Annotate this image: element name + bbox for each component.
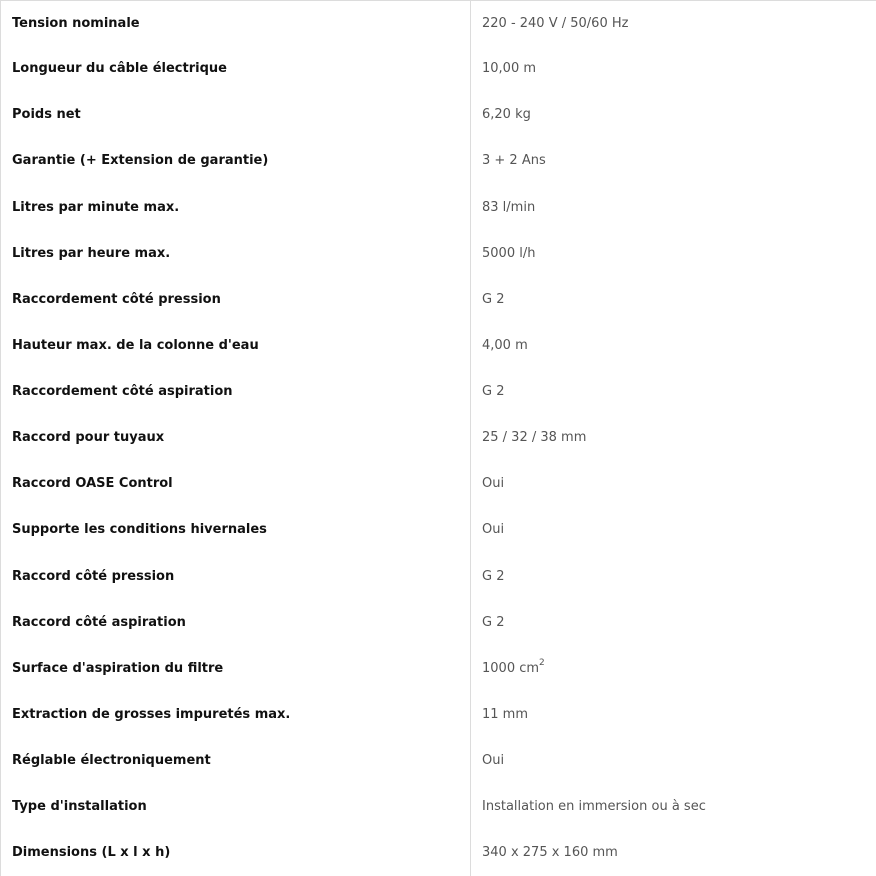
table-row bbox=[1, 276, 876, 322]
table-row bbox=[1, 691, 876, 737]
spec-label: Raccord OASE Control bbox=[1, 461, 471, 507]
spec-value: G 2 bbox=[482, 384, 505, 400]
table-row bbox=[1, 1, 876, 46]
table-row bbox=[1, 553, 876, 599]
table-row bbox=[1, 738, 876, 784]
table-row bbox=[1, 645, 876, 691]
spec-value: 5000 l/h bbox=[482, 245, 536, 261]
spec-label: Raccord côté aspiration bbox=[1, 599, 471, 645]
spec-label: Longueur du câble électrique bbox=[1, 46, 471, 92]
spec-label: Litres par heure max. bbox=[1, 230, 471, 276]
spec-value: 3 + 2 Ans bbox=[482, 153, 546, 169]
spec-label: Extraction de grosses impuretés max. bbox=[1, 691, 471, 737]
table-row bbox=[1, 92, 876, 138]
table-row bbox=[1, 138, 876, 184]
table-row bbox=[1, 46, 876, 92]
spec-value: G 2 bbox=[482, 614, 505, 630]
spec-value: Installation en immersion ou à sec bbox=[482, 799, 706, 815]
spec-value: G 2 bbox=[482, 291, 505, 307]
spec-value: 11 mm bbox=[482, 706, 529, 722]
table-row bbox=[1, 322, 876, 368]
table-row bbox=[1, 507, 876, 553]
spec-label: Raccordement côté pression bbox=[1, 276, 471, 322]
spec-value: G 2 bbox=[482, 568, 505, 584]
table-row bbox=[1, 415, 876, 461]
spec-value: 220 - 240 V / 50/60 Hz bbox=[482, 15, 629, 31]
spec-value: Oui bbox=[482, 476, 505, 492]
spec-label: Raccord pour tuyaux bbox=[1, 415, 471, 461]
unit-superscript: 2 bbox=[539, 658, 545, 669]
spec-label: Poids net bbox=[1, 92, 471, 138]
spec-label: Raccord côté pression bbox=[1, 553, 471, 599]
spec-label: Type d'installation bbox=[1, 784, 471, 830]
spec-value: Oui bbox=[482, 753, 505, 769]
table-row bbox=[1, 830, 876, 876]
spec-label: Réglable électroniquement bbox=[1, 738, 471, 784]
spec-label: Dimensions (L x l x h) bbox=[1, 830, 471, 876]
spec-value: 6,20 kg bbox=[482, 107, 531, 123]
spec-value: 10,00 m bbox=[482, 61, 537, 77]
spec-value: 1000 cm bbox=[482, 660, 540, 676]
table-row bbox=[1, 461, 876, 507]
specifications-body bbox=[1, 1, 876, 876]
spec-value: Oui bbox=[482, 522, 505, 538]
table-row bbox=[1, 599, 876, 645]
spec-label: Surface d'aspiration du filtre bbox=[1, 645, 471, 691]
spec-label: Hauteur max. de la colonne d'eau bbox=[1, 322, 471, 368]
table-row bbox=[1, 784, 876, 830]
spec-value: 83 l/min bbox=[482, 199, 536, 215]
spec-label: Tension nominale bbox=[1, 1, 471, 46]
spec-value-with-unit bbox=[471, 645, 876, 691]
spec-value: 340 x 275 x 160 mm bbox=[482, 845, 618, 861]
table-row bbox=[1, 369, 876, 415]
spec-label: Litres par minute max. bbox=[1, 184, 471, 230]
spec-label: Raccordement côté aspiration bbox=[1, 369, 471, 415]
spec-label: Supporte les conditions hivernales bbox=[1, 507, 471, 553]
spec-value: 4,00 m bbox=[482, 337, 528, 353]
spec-value: 25 / 32 / 38 mm bbox=[482, 430, 587, 446]
table-row bbox=[1, 184, 876, 230]
table-row bbox=[1, 230, 876, 276]
spec-label: Garantie (+ Extension de garantie) bbox=[1, 138, 471, 184]
